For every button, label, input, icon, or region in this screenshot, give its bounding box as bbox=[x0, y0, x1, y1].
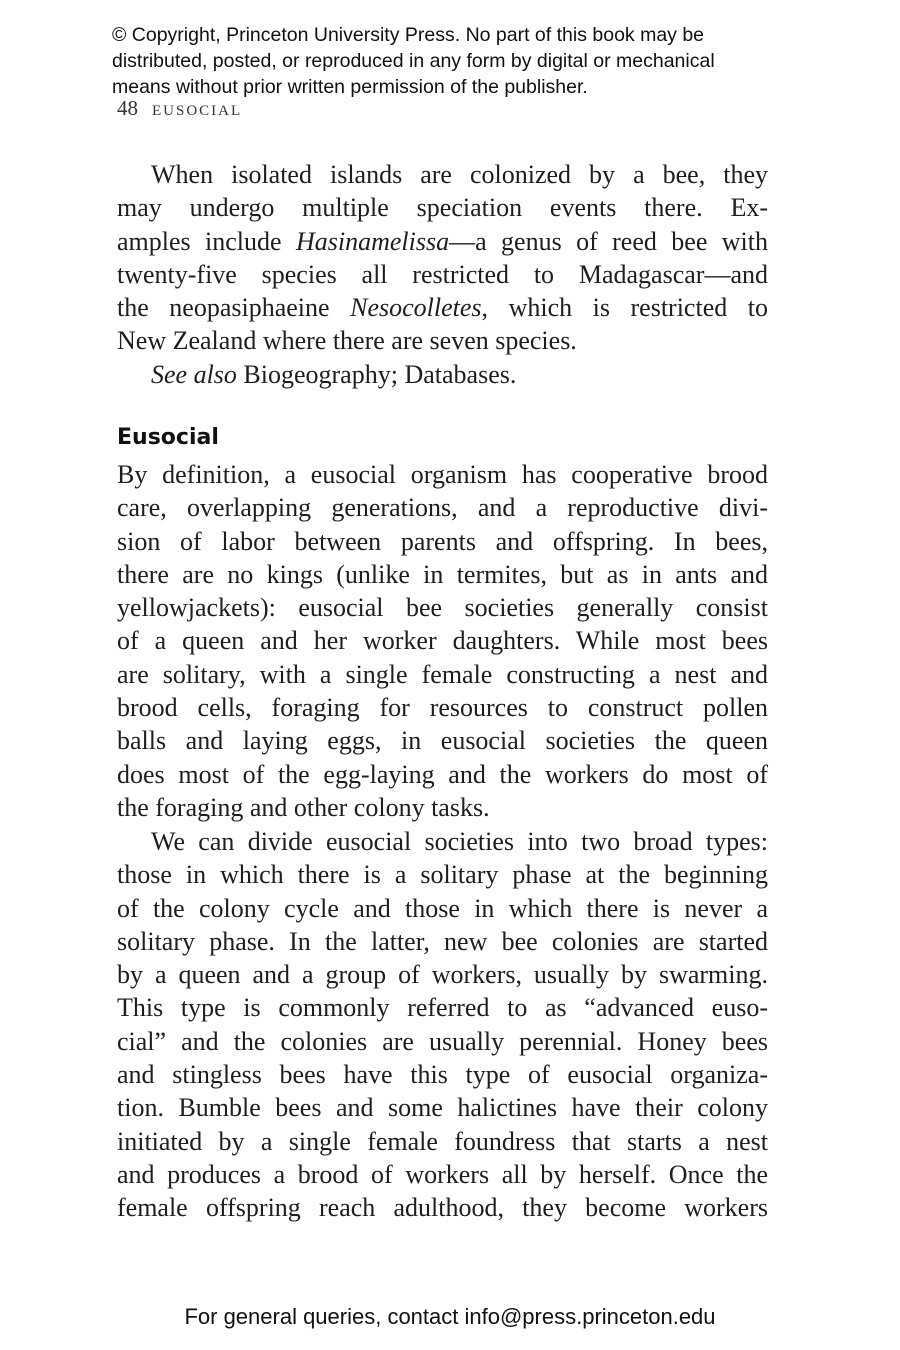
see-also-line bbox=[117, 358, 768, 391]
copyright-line: distributed, posted, or reproduced in any form by digital or mechanical bbox=[112, 50, 715, 72]
text-run: the neopasiphaeine bbox=[117, 293, 351, 323]
text-line: and stingless bees have this type of eusocial organiza- bbox=[117, 1060, 768, 1090]
text-line: of the colony cycle and those in which there is never a bbox=[117, 893, 768, 923]
text-line: care, overlapping generations, and a reproductive divi- bbox=[117, 493, 768, 523]
text-run: , which is restricted to bbox=[481, 293, 768, 323]
running-head-section: EUSOCIAL bbox=[152, 103, 243, 119]
text-line: the foraging and other colony tasks. bbox=[117, 792, 490, 822]
entry-paragraph-1 bbox=[117, 458, 768, 824]
footer-contact: For general queries, contact info@press.princeton.edu bbox=[184, 1304, 716, 1329]
text-line: initiated by a single female foundress that starts a nest bbox=[117, 1126, 768, 1156]
see-also-references: Biogeography; Databases. bbox=[236, 359, 517, 389]
genus-name: Hasinamelissa bbox=[295, 226, 450, 256]
text-line: New Zealand where there are seven species. bbox=[117, 326, 577, 356]
genus-name: Nesocolletes bbox=[350, 293, 482, 323]
intro-paragraph bbox=[117, 158, 768, 391]
text-line: When isolated islands are colonized by a bee, they bbox=[151, 160, 768, 189]
text-line: tion. Bumble bees and some halictines have their colony bbox=[117, 1093, 768, 1123]
text-line: by a queen and a group of workers, usually by swarming. bbox=[117, 960, 768, 990]
copyright-line: © Copyright, Princeton University Press. No part of this book may be bbox=[112, 24, 705, 46]
text-line bbox=[117, 291, 768, 324]
copyright-line: means without prior written permission of the publisher. bbox=[112, 76, 588, 98]
text-line: solitary phase. In the latter, new bee colonies are started bbox=[117, 926, 768, 956]
text-run: amples include bbox=[117, 226, 296, 256]
text-line: This type is commonly referred to as “advanced euso- bbox=[117, 993, 768, 1023]
text-line: cial” and the colonies are usually perennial. Honey bees bbox=[117, 1026, 768, 1056]
entry-paragraph-2 bbox=[117, 825, 768, 1225]
text-line: those in which there is a solitary phase at the beginning bbox=[117, 860, 768, 890]
text-line: By definition, a eusocial organism has cooperative brood bbox=[117, 460, 768, 489]
text-line: there are no kings (unlike in termites, but as in ants and bbox=[117, 559, 768, 589]
text-line bbox=[117, 225, 768, 258]
text-line: of a queen and her worker daughters. While most bees bbox=[117, 626, 768, 656]
text-line: and produces a brood of workers all by herself. Once the bbox=[117, 1159, 768, 1189]
text-line: does most of the egg-laying and the workers do most of bbox=[117, 759, 768, 789]
text-line: twenty-five species all restricted to Madagascar—and bbox=[117, 259, 768, 289]
see-also-label: See also bbox=[151, 359, 237, 389]
text-line: brood cells, foraging for resources to construct pollen bbox=[117, 693, 768, 723]
text-line: female offspring reach adulthood, they become workers bbox=[117, 1193, 768, 1223]
text-line: balls and laying eggs, in eusocial societies the queen bbox=[117, 726, 768, 756]
running-head bbox=[117, 96, 242, 121]
text-line: sion of labor between parents and offspring. In bees, bbox=[117, 526, 768, 556]
page-number: 48 bbox=[117, 96, 138, 120]
text-line: are solitary, with a single female constructing a nest and bbox=[117, 659, 768, 689]
copyright-notice bbox=[112, 22, 802, 100]
text-line: We can divide eusocial societies into two broad types: bbox=[151, 827, 768, 856]
entry-heading: Eusocial bbox=[117, 425, 219, 450]
text-run: —a genus of reed bee with bbox=[449, 226, 768, 256]
text-line: may undergo multiple speciation events there. Ex- bbox=[117, 193, 768, 223]
text-line: yellowjackets): eusocial bee societies generally consist bbox=[117, 593, 768, 623]
